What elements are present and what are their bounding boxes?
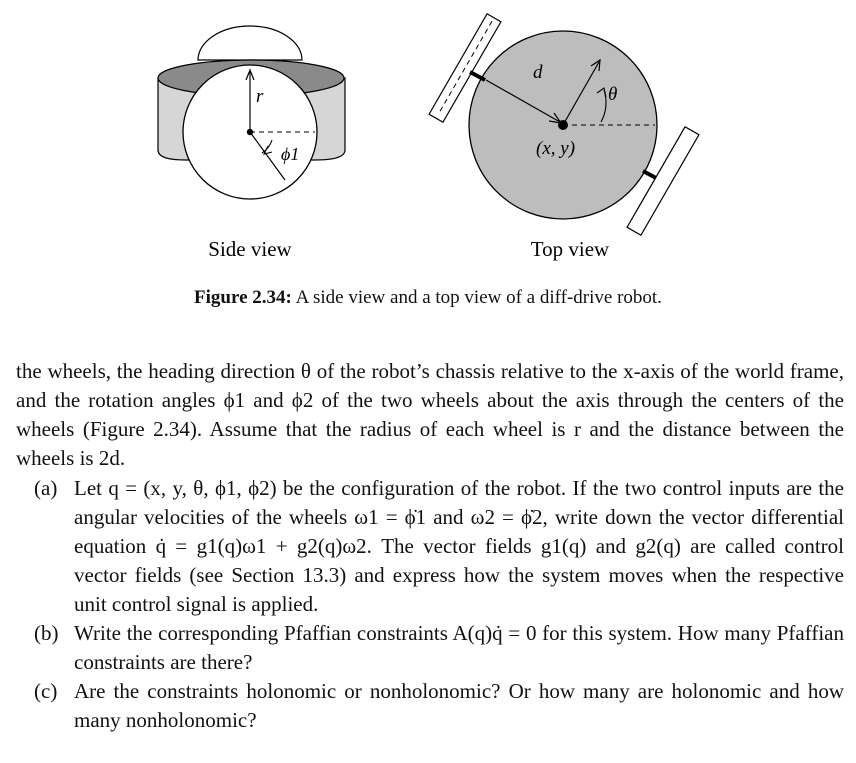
item-text: Write the corresponding Pfaffian constraints A(q)q̇ = 0 for this system. How many Pfaffian constraints are there? <box>74 621 844 674</box>
label-phi1: ϕ1 <box>281 144 300 164</box>
item-label: (a) <box>34 476 58 500</box>
label-d: d <box>533 62 543 83</box>
list-item <box>16 619 844 677</box>
figure-caption <box>0 287 856 309</box>
label-theta: θ <box>608 84 618 105</box>
list-item <box>16 677 844 735</box>
top-view-diagram <box>429 14 699 235</box>
label-r: r <box>256 86 264 107</box>
body-paragraph: the wheels, the heading direction θ of the robot’s chassis relative to the x-axis of the world frame, and the rotation angles ϕ1 and ϕ2 of the two wheels about the axis through the centers of the wheels (Figure 2.34). Assume that the radius of each wheel is r and the distance between the wheels is 2d. <box>16 359 844 470</box>
side-view-label: Side view <box>208 237 292 261</box>
top-view-label: Top view <box>530 237 610 261</box>
list-item <box>16 474 844 619</box>
item-label: (c) <box>34 679 58 703</box>
exercise-items <box>16 474 844 735</box>
item-label: (b) <box>34 621 59 645</box>
side-view-diagram <box>158 26 345 199</box>
item-text: Are the constraints holonomic or nonholonomic? Or how many are holonomic and how many nonholonomic? <box>74 679 844 732</box>
figure-diff-drive-robot <box>0 0 856 270</box>
item-text: Let q = (x, y, θ, ϕ1, ϕ2) be the configuration of the robot. If the two control inputs are the angular velocities of the wheels ω1 = ϕ̇1 and ω2 = ϕ̇2, write down the vector differential equation q̇ = g1(q)ω1 + g2(q)ω2. The vector fields g1(q) and g2(q) are called control vector fields (see Section 13.3) and express how the system moves when the respective unit control signal is applied. <box>74 476 844 616</box>
label-xy: (x, y) <box>536 138 576 159</box>
caption-prefix: Figure 2.34: <box>194 287 292 308</box>
caption-text: A side view and a top view of a diff-drive robot. <box>295 287 662 308</box>
